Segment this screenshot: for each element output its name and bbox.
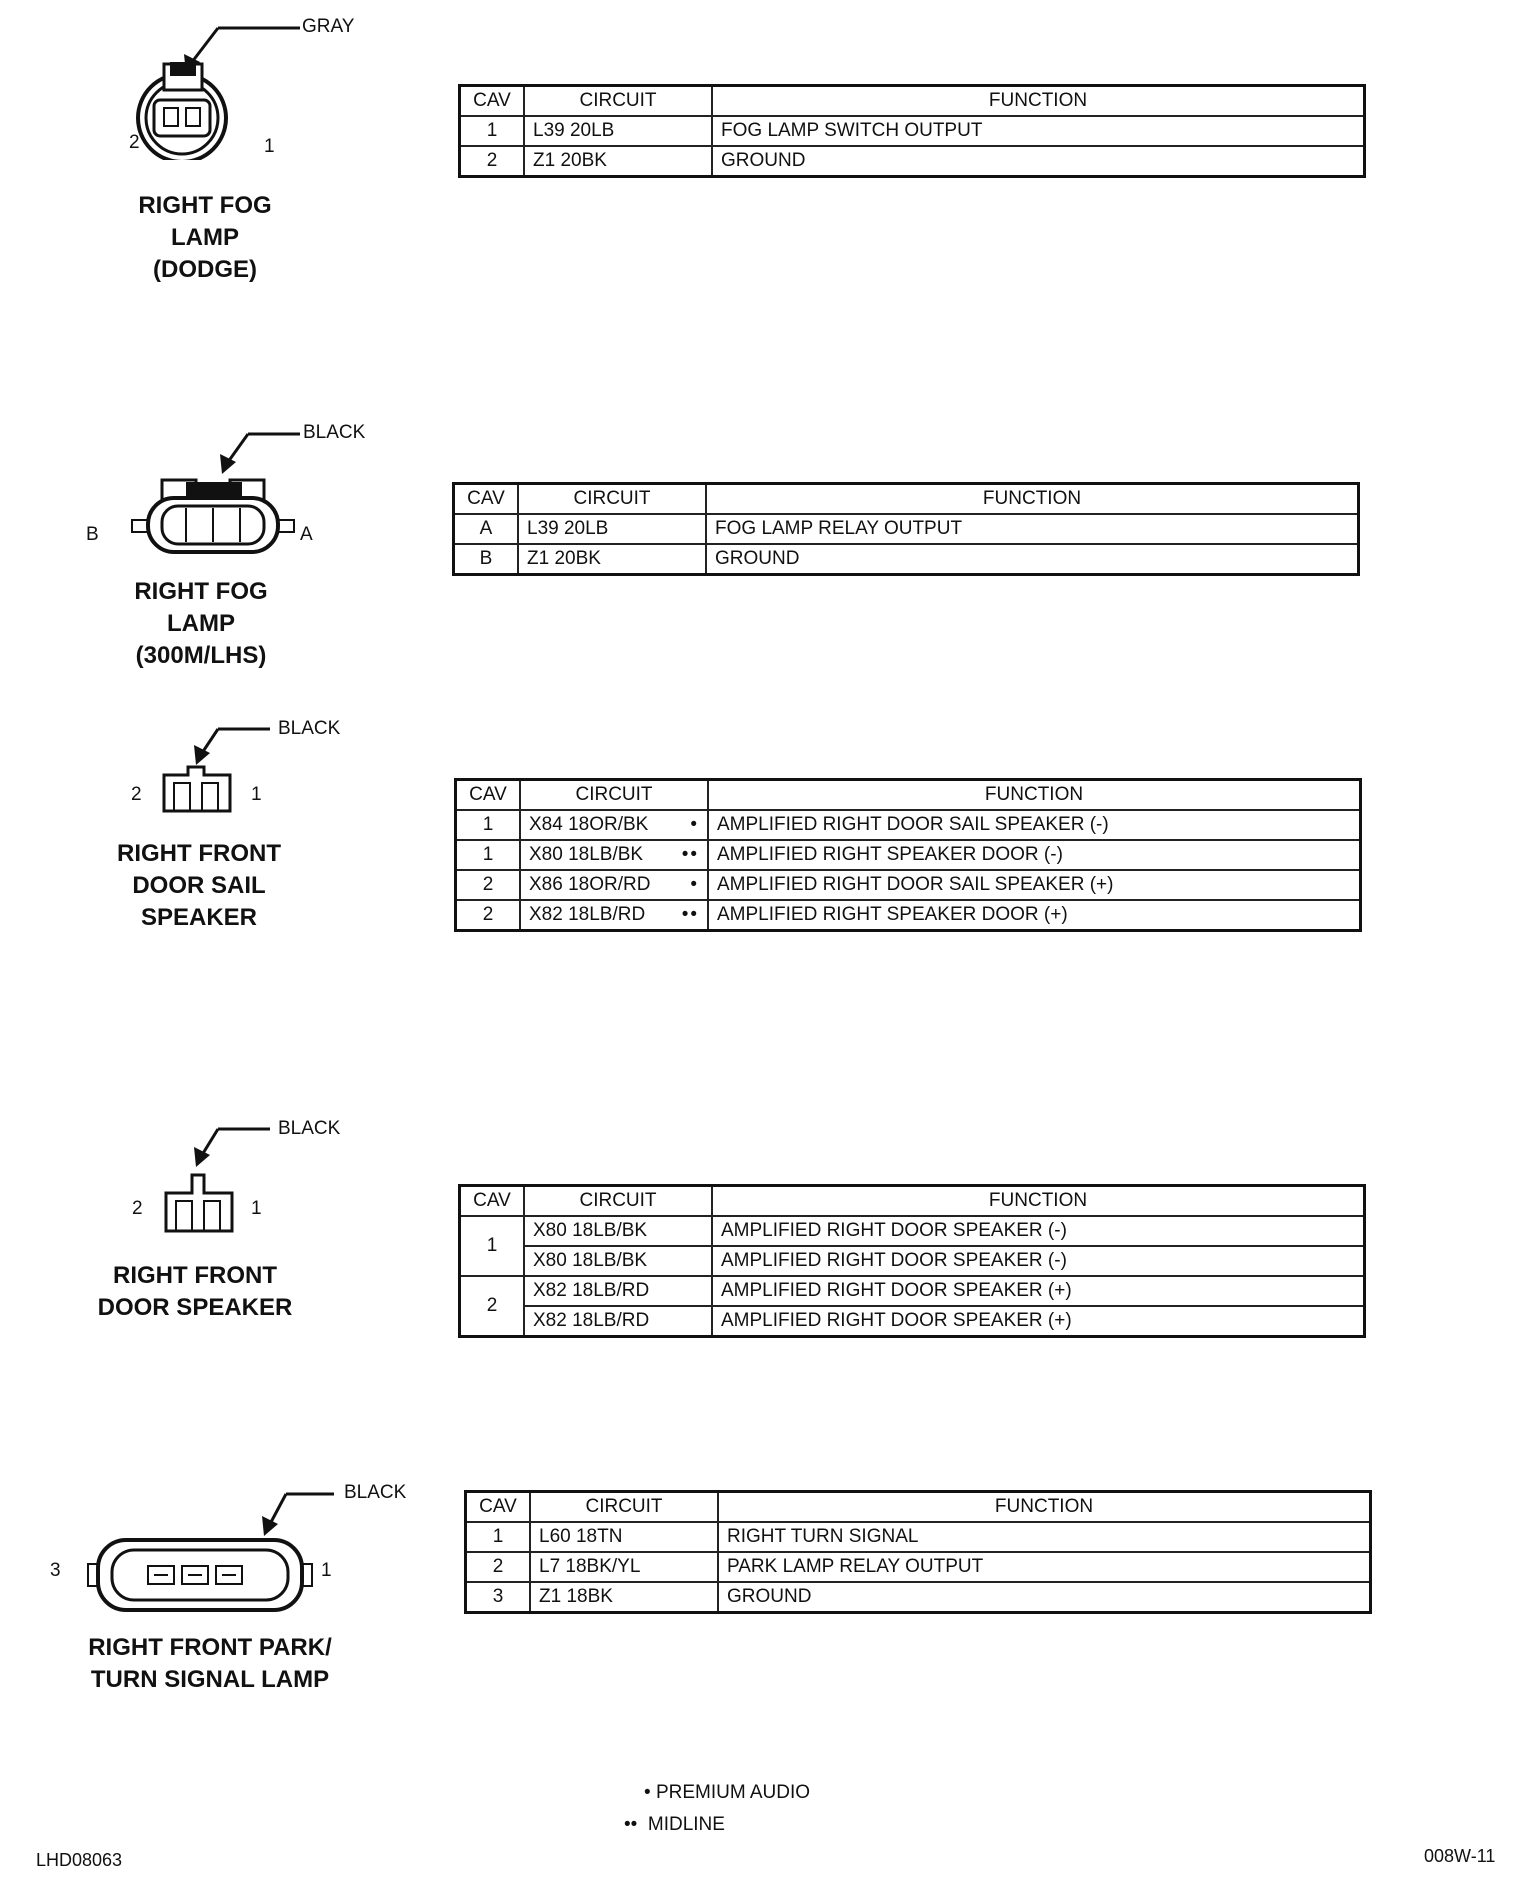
pin-label-1: 1 [251,784,262,805]
table-row: X80 18LB/BK AMPLIFIED RIGHT DOOR SPEAKER (-) [460,1246,1365,1276]
header-circuit: CIRCUIT [520,780,708,811]
header-function: FUNCTION [706,484,1359,515]
table-row: 2 X82 18LB/RD AMPLIFIED RIGHT DOOR SPEAKER (+) [460,1276,1365,1306]
pin-label-2: 2 [129,132,140,153]
table-row: 2 X82 18LB/RD •• AMPLIFIED RIGHT SPEAKER DOOR (+) [456,900,1361,931]
midline-mark: •• [681,844,699,865]
header-circuit: CIRCUIT [524,86,712,117]
document-code-right: 008W-11 [1424,1846,1496,1866]
table-row: 2 L7 18BK/YL PARK LAMP RELAY OUTPUT [466,1552,1371,1582]
header-cav: CAV [466,1492,531,1523]
pin-label-b: B [86,524,99,545]
connector-title-right-front-door-sail-speaker: RIGHT FRONT DOOR SAIL SPEAKER [117,840,281,931]
document-code-left: LHD08063 [36,1850,123,1870]
pin-label-2: 2 [131,784,142,805]
pin-table-right-fog-lamp-dodge [458,84,1366,178]
pin-table-right-front-door-speaker [458,1184,1366,1338]
pin-table-right-front-park-turn-signal-lamp [464,1490,1372,1614]
connector-color-label: BLACK [344,1482,407,1503]
table-row: X82 18LB/RD AMPLIFIED RIGHT DOOR SPEAKER (+) [460,1306,1365,1337]
pin-label-1: 1 [251,1198,262,1219]
table-row: 2 X86 18OR/RD • AMPLIFIED RIGHT DOOR SAIL SPEAKER (+) [456,870,1361,900]
connector-color-label: BLACK [303,422,366,443]
connector-color-label: BLACK [278,1118,341,1139]
pin-label-1: 1 [264,136,275,157]
header-circuit: CIRCUIT [530,1492,718,1523]
header-function: FUNCTION [708,780,1361,811]
legend-premium-audio: • PREMIUM AUDIO [644,1782,811,1803]
connector-title-right-front-park-turn-signal-lamp: RIGHT FRONT PARK/ TURN SIGNAL LAMP [88,1634,332,1693]
premium-audio-mark: • [644,1782,651,1803]
header-cav: CAV [460,1186,525,1217]
header-cav: CAV [460,86,525,117]
connector-color-label: GRAY [302,16,355,37]
connector-title-right-front-door-speaker: RIGHT FRONT DOOR SPEAKER [97,1262,293,1321]
table-row: 2 Z1 20BK GROUND [460,146,1365,177]
pin-label-3: 3 [50,1560,61,1581]
legend-midline: •• MIDLINE [624,1814,725,1835]
table-row: 1 X80 18LB/BK AMPLIFIED RIGHT DOOR SPEAKER (-) [460,1216,1365,1246]
pin-label-1: 1 [321,1560,332,1581]
pin-label-2: 2 [132,1198,143,1219]
table-row: B Z1 20BK GROUND [454,544,1359,575]
header-cav: CAV [454,484,519,515]
table-row: A L39 20LB FOG LAMP RELAY OUTPUT [454,514,1359,544]
pin-label-a: A [300,524,313,545]
header-function: FUNCTION [718,1492,1371,1523]
table-row: 1 L60 18TN RIGHT TURN SIGNAL [466,1522,1371,1552]
pin-table-right-fog-lamp-300m [452,482,1360,576]
connector-color-label: BLACK [278,718,341,739]
header-circuit: CIRCUIT [524,1186,712,1217]
connector-title-right-fog-lamp-300m: RIGHT FOG LAMP (300M/LHS) [134,578,268,669]
table-row: 3 Z1 18BK GROUND [466,1582,1371,1613]
pin-table-right-front-door-sail-speaker [454,778,1362,932]
premium-audio-mark: • [690,874,699,895]
right-fog-lamp-300m-connector-drawing [110,420,380,580]
connector-title-right-fog-lamp-dodge: RIGHT FOG LAMP (DODGE) [138,192,272,283]
header-circuit: CIRCUIT [518,484,706,515]
premium-audio-mark: • [690,814,699,835]
table-row: 1 L39 20LB FOG LAMP SWITCH OUTPUT [460,116,1365,146]
midline-mark: •• [624,1814,638,1835]
header-cav: CAV [456,780,521,811]
midline-mark: •• [681,904,699,925]
table-row: 1 X80 18LB/BK •• AMPLIFIED RIGHT SPEAKER DOOR (-) [456,840,1361,870]
header-function: FUNCTION [712,1186,1365,1217]
table-row: 1 X84 18OR/BK • AMPLIFIED RIGHT DOOR SAIL SPEAKER (-) [456,810,1361,840]
header-function: FUNCTION [712,86,1365,117]
